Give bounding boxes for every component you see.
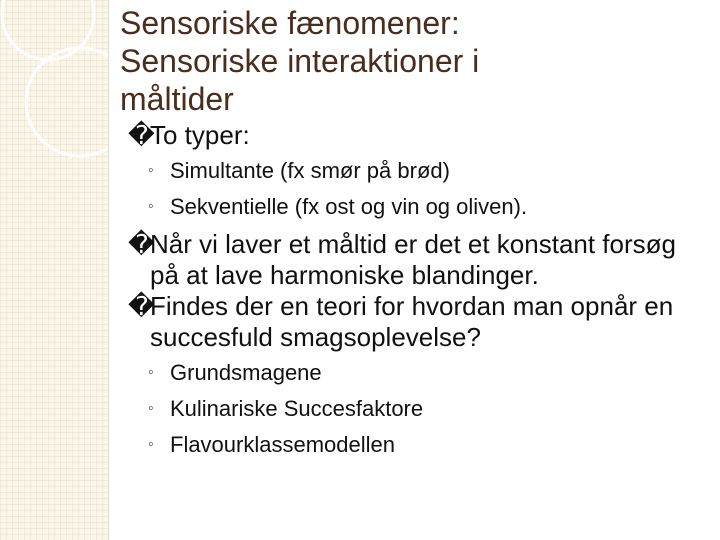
decorative-left-band — [0, 0, 108, 540]
bullet-text: Når vi laver et måltid er det et konstant forsøg på at lave harmoniske blandinger. — [150, 229, 676, 290]
bullet-item-findes-der — [128, 291, 708, 353]
sub-bullet-text: Sekventielle (fx ost og vin og oliven). — [170, 194, 528, 219]
sub-bullet-item-kulinariske — [128, 391, 708, 427]
sub-bullet-icon: ◦ — [148, 400, 154, 417]
slide-title-line-1: Sensoriske fænomener: — [120, 5, 460, 41]
sub-bullet-icon: ◦ — [148, 162, 154, 179]
sub-bullet-text: Kulinariske Succesfaktore — [170, 396, 424, 421]
bullet-item-to-typer — [128, 120, 708, 151]
sub-bullet-icon: ◦ — [148, 436, 154, 453]
bullet-text: Findes der en teori for hvordan man opnår en succesfuld smagsoplevelse? — [150, 291, 674, 352]
slide-title-line-3: måltider — [120, 81, 234, 117]
sub-bullet-text: Grundsmagene — [170, 360, 322, 385]
bullet-icon: � — [128, 120, 155, 150]
bullet-icon: � — [128, 229, 155, 259]
sub-bullet-item-flavourklasse — [128, 427, 708, 463]
bullet-icon: � — [128, 291, 155, 321]
slide-title-line-2: Sensoriske interaktioner i — [120, 43, 480, 79]
sub-bullet-icon: ◦ — [148, 198, 154, 215]
slide-body — [128, 120, 708, 463]
sub-bullet-item-sekventielle — [128, 189, 708, 225]
sub-bullet-icon: ◦ — [148, 364, 154, 381]
bullet-item-naar-vi-laver — [128, 229, 708, 291]
band-divider — [108, 0, 109, 540]
sub-bullet-text: Flavourklassemodellen — [170, 432, 395, 457]
sub-bullet-text: Simultante (fx smør på brød) — [170, 158, 450, 183]
sub-bullet-item-grundsmagene — [128, 355, 708, 391]
sub-bullet-item-simultante — [128, 153, 708, 189]
slide-title — [120, 4, 680, 118]
bullet-text: To typer: — [150, 120, 250, 150]
